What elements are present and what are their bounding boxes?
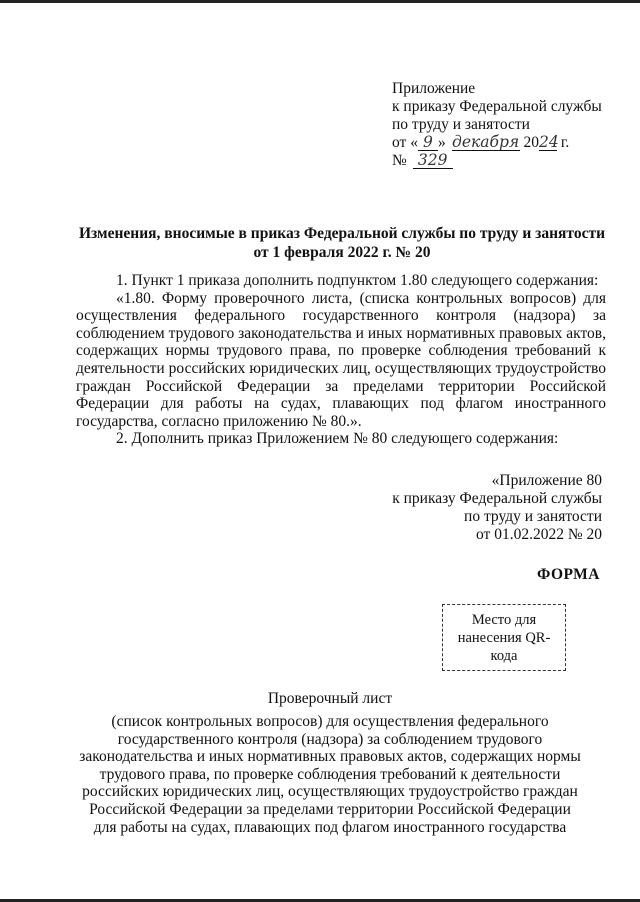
body-paragraph-2: «1.80. Форму проверочного листа, (списка контрольных вопросов) для осуществления федерального государственного контроля (надзора) за соблюдением трудового законодательства и иных нормативных правовых актов, содержащих нормы трудового права, по проверке соблюдения требований к деятельности российских юридических лиц, осуществляющих трудоустройство граждан Российской Федерации за пределами территории Российской Федерации для работы на судах, плавающих под флагом иностранного государства, согласно приложению № 80.».	[76, 289, 606, 430]
date-suffix: г.	[560, 134, 570, 151]
forma-label: ФОРМА	[536, 566, 600, 583]
checklist-line-2: государственного контроля (надзора) за соблюдением трудового	[117, 730, 543, 748]
checklist-line-4: трудового права, по проверке соблюдения требований к деятельности	[99, 765, 561, 783]
approval-line-2: к приказу Федеральной службы	[392, 98, 602, 115]
checklist-line-3: законодательства и иных нормативных правовых актов, содержащих нормы	[79, 748, 581, 766]
approval-number	[392, 152, 602, 170]
checklist-line-7: для работы на судах, плавающих под флагом иностранного государства	[93, 818, 567, 836]
date-prefix: от «	[392, 134, 418, 151]
number-prefix: №	[392, 152, 407, 169]
checklist-line-1: (список контрольных вопросов) для осуществления федерального	[111, 713, 549, 730]
approval-date	[392, 134, 602, 152]
approval-line-1: Приложение	[392, 80, 476, 97]
title-line-2: от 1 февраля 2022 г. № 20	[253, 244, 431, 261]
checklist-line-5: российских юридических лиц, осуществляющих трудоустройство граждан	[82, 783, 578, 801]
checklist-subtitle	[60, 713, 600, 836]
date-year-prefix: 20	[523, 134, 539, 151]
checklist-line-6: Российской Федерации за пределами территории Российской Федерации	[89, 800, 571, 818]
body-paragraph-1: 1. Пункт 1 приказа дополнить подпунктом 1.80 следующего содержания:	[116, 272, 599, 289]
date-year-handwritten: 24	[538, 133, 559, 151]
qr-line-1: Место для	[471, 611, 537, 628]
qr-code-placeholder	[442, 604, 566, 671]
document-body	[76, 272, 606, 448]
appendix-header	[392, 472, 602, 544]
appendix-line-1: «Приложение 80	[491, 472, 602, 489]
date-day-handwritten: 9	[418, 135, 438, 151]
body-paragraph-3: 2. Дополнить приказ Приложением № 80 следующего содержания:	[116, 430, 559, 448]
qr-line-3: кода	[490, 647, 518, 664]
appendix-line-4: от 01.02.2022 № 20	[476, 526, 602, 543]
document-title	[72, 224, 612, 262]
approval-line-3: по труду и занятости	[392, 116, 530, 133]
appendix-line-3: по труду и занятости	[464, 508, 602, 525]
approval-block	[392, 80, 602, 170]
appendix-line-2: к приказу Федеральной службы	[392, 490, 602, 507]
number-handwritten: 329	[413, 153, 453, 169]
date-mid: »	[437, 134, 446, 151]
date-month-handwritten: декабря	[452, 133, 520, 151]
scan-edge-top	[0, 0, 640, 3]
title-line-1: Изменения, вносимые в приказ Федеральной службы по труду и занятости	[78, 225, 606, 242]
checklist-title: Проверочный лист	[267, 690, 393, 707]
qr-line-2: нанесения QR-	[457, 629, 551, 646]
